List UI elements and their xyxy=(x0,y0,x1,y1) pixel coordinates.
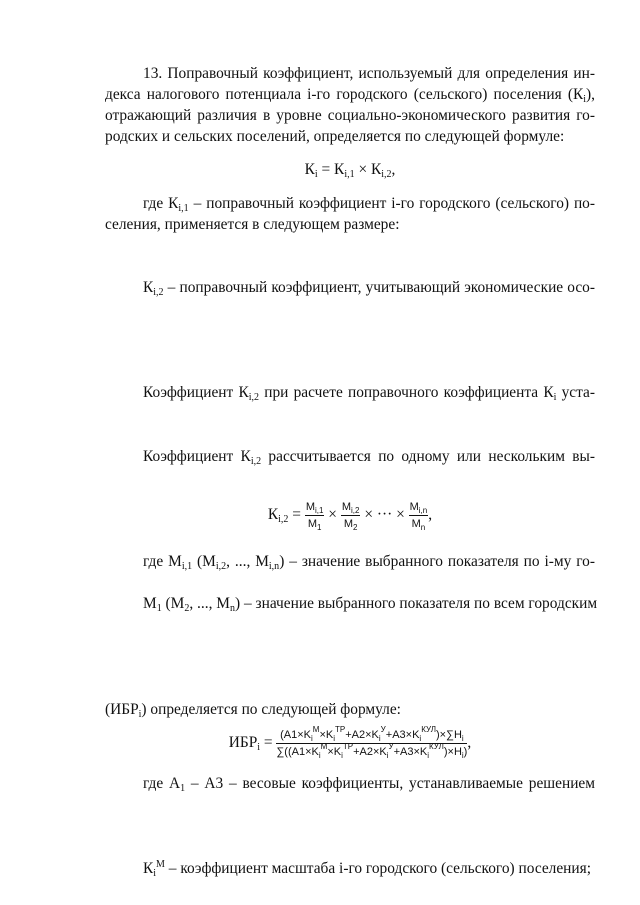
text-line: где $М_{i,1}$ ($М_{i,2}$, ..., $М_{i,n}$) – значение выбранного показателя по i-му го- xyxy=(143,553,595,572)
text-line: $М_1$ ($М_2$, ..., $М_n$) – значение выбранного показателя по всем городским xyxy=(143,595,598,614)
formula-17: $К_{i,2}$ = $\frac{M_{i,1}}{M_1}$ × $\frac{M_{i,2}}{M_2}$ × ··· × $\frac{M_{i,n}}{M_n}$ , xyxy=(267,501,433,532)
text-line: Коэффициент $К_{i,2}$ при расчете поправочного коэффициента $К_i$ уста- xyxy=(143,384,595,403)
formula-18: $ИБР_i$ = $\frac{(A1\times K_i^M\times K_i^{ТР}+A2\times K_i^У+A3\times K_i^{КУЛ})\times\sum H_i}{\sum((A1\times K_i^M\times K_i^{ТР}+A2\times K_i^У+A3\times K_i^{КУЛ})\times H_i)}$ , xyxy=(228,725,472,760)
text-line: где $А_1 - А3$ – весовые коэффициенты, устанавливаемые решением xyxy=(143,775,595,794)
paragraph-13-line: декса налогового потенциала i-го городского (сельского) поселения $(К_i)$, xyxy=(105,86,595,105)
text-line: $К_{i,2}$ – поправочный коэффициент, учитывающий экономические осо- xyxy=(143,279,595,298)
paragraph-13-line: родских и сельских поселений, определяется по следующей формуле: xyxy=(105,128,565,145)
text-line: где $К_{i,1}$ – поправочный коэффициент i-го городского (сельского) по- xyxy=(143,195,595,214)
text-line: селения, применяется в следующем размере: xyxy=(105,216,400,233)
paragraph-13-line: отражающий различия в уровне социально-экономического развития го- xyxy=(105,107,595,124)
text-line: $К_i^М$ – коэффициент масштаба i-го городского (сельского) поселения; xyxy=(143,859,592,879)
formula-16: $К_i = К_{i,1} \times К_{i,2}$, xyxy=(304,161,396,180)
paragraph-13-line: 13. Поправочный коэффициент, используемый для определения ин- xyxy=(143,65,595,82)
text-line: Коэффициент $К_{i,2}$ рассчитывается по одному или нескольким вы- xyxy=(143,448,595,467)
paragraph-14-line: $(ИБР_i)$ определяется по следующей формуле: xyxy=(105,701,401,720)
